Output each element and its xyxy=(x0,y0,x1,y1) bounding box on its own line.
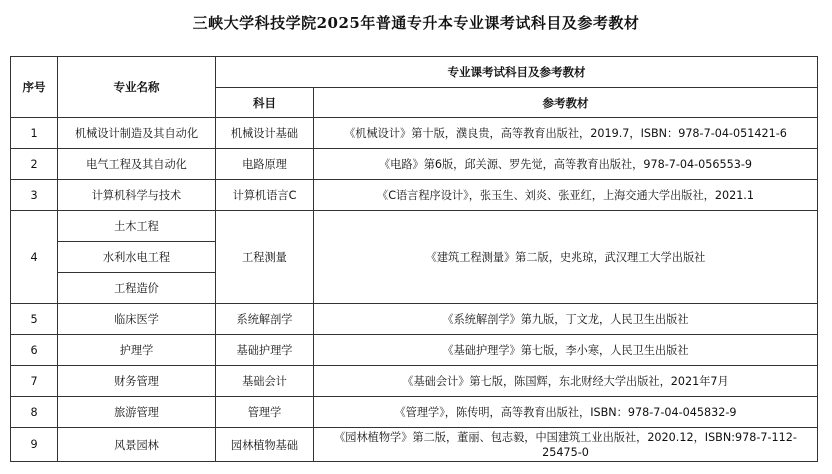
row-seq: 8 xyxy=(11,397,58,428)
row-textbook: 《基础护理学》第七版，李小寒，人民卫生出版社 xyxy=(314,335,818,366)
table-row xyxy=(11,118,818,149)
row-subject: 电路原理 xyxy=(216,149,314,180)
row-major: 土木工程 xyxy=(58,211,216,242)
table-row xyxy=(11,180,818,211)
row-major: 风景园林 xyxy=(58,428,216,462)
row-textbook: 《电路》第6版，邱关源、罗先觉，高等教育出版社，978-7-04-056553-9 xyxy=(314,149,818,180)
row-major: 机械设计制造及其自动化 xyxy=(58,118,216,149)
row-subject: 基础会计 xyxy=(216,366,314,397)
row-subject: 系统解剖学 xyxy=(216,304,314,335)
row-seq: 7 xyxy=(11,366,58,397)
row-major: 工程造价 xyxy=(58,273,216,304)
header-subject: 科目 xyxy=(216,88,314,118)
table-row xyxy=(11,335,818,366)
row-seq: 1 xyxy=(11,118,58,149)
row-seq: 6 xyxy=(11,335,58,366)
table-row xyxy=(11,149,818,180)
header-seq: 序号 xyxy=(11,57,58,118)
row-textbook: 《管理学》，陈传明，高等教育出版社，ISBN：978-7-04-045832-9 xyxy=(314,397,818,428)
table-row xyxy=(11,428,818,462)
row-subject: 机械设计基础 xyxy=(216,118,314,149)
header-group: 专业课考试科目及参考教材 xyxy=(216,57,818,88)
row-major: 护理学 xyxy=(58,335,216,366)
row-seq: 2 xyxy=(11,149,58,180)
row-seq: 4 xyxy=(11,211,58,304)
row-major: 旅游管理 xyxy=(58,397,216,428)
row-textbook: 《园林植物学》第二版，董丽、包志毅，中国建筑工业出版社，2020.12，ISBN:978-7-112-25475-0 xyxy=(314,428,818,462)
row-seq: 5 xyxy=(11,304,58,335)
page-title: 三峡大学科技学院2025年普通专升本专业课考试科目及参考教材 xyxy=(192,14,640,32)
row-subject: 计算机语言C xyxy=(216,180,314,211)
exam-subjects-table xyxy=(10,56,818,462)
row-subject: 基础护理学 xyxy=(216,335,314,366)
row-major: 电气工程及其自动化 xyxy=(58,149,216,180)
row-major: 水利水电工程 xyxy=(58,242,216,273)
table-row xyxy=(11,211,818,242)
row-subject: 管理学 xyxy=(216,397,314,428)
row-textbook: 《机械设计》第十版，濮良贵，高等教育出版社，2019.7，ISBN：978-7-04-051421-6 xyxy=(314,118,818,149)
row-textbook: 《基础会计》第七版，陈国辉，东北财经大学出版社，2021年7月 xyxy=(314,366,818,397)
row-textbook: 《C语言程序设计》，张玉生、刘炎、张亚红，上海交通大学出版社，2021.1 xyxy=(314,180,818,211)
row-major: 临床医学 xyxy=(58,304,216,335)
header-major: 专业名称 xyxy=(58,57,216,118)
row-subject: 工程测量 xyxy=(216,211,314,304)
table-row xyxy=(11,397,818,428)
row-major: 计算机科学与技术 xyxy=(58,180,216,211)
row-seq: 9 xyxy=(11,428,58,462)
row-textbook: 《系统解剖学》第九版，丁文龙，人民卫生出版社 xyxy=(314,304,818,335)
table-row xyxy=(11,366,818,397)
header-textbook: 参考教材 xyxy=(314,88,818,118)
row-textbook: 《建筑工程测量》第二版，史兆琼，武汉理工大学出版社 xyxy=(314,211,818,304)
table-row xyxy=(11,304,818,335)
row-subject: 园林植物基础 xyxy=(216,428,314,462)
header-row-1 xyxy=(11,57,818,88)
row-seq: 3 xyxy=(11,180,58,211)
row-major: 财务管理 xyxy=(58,366,216,397)
